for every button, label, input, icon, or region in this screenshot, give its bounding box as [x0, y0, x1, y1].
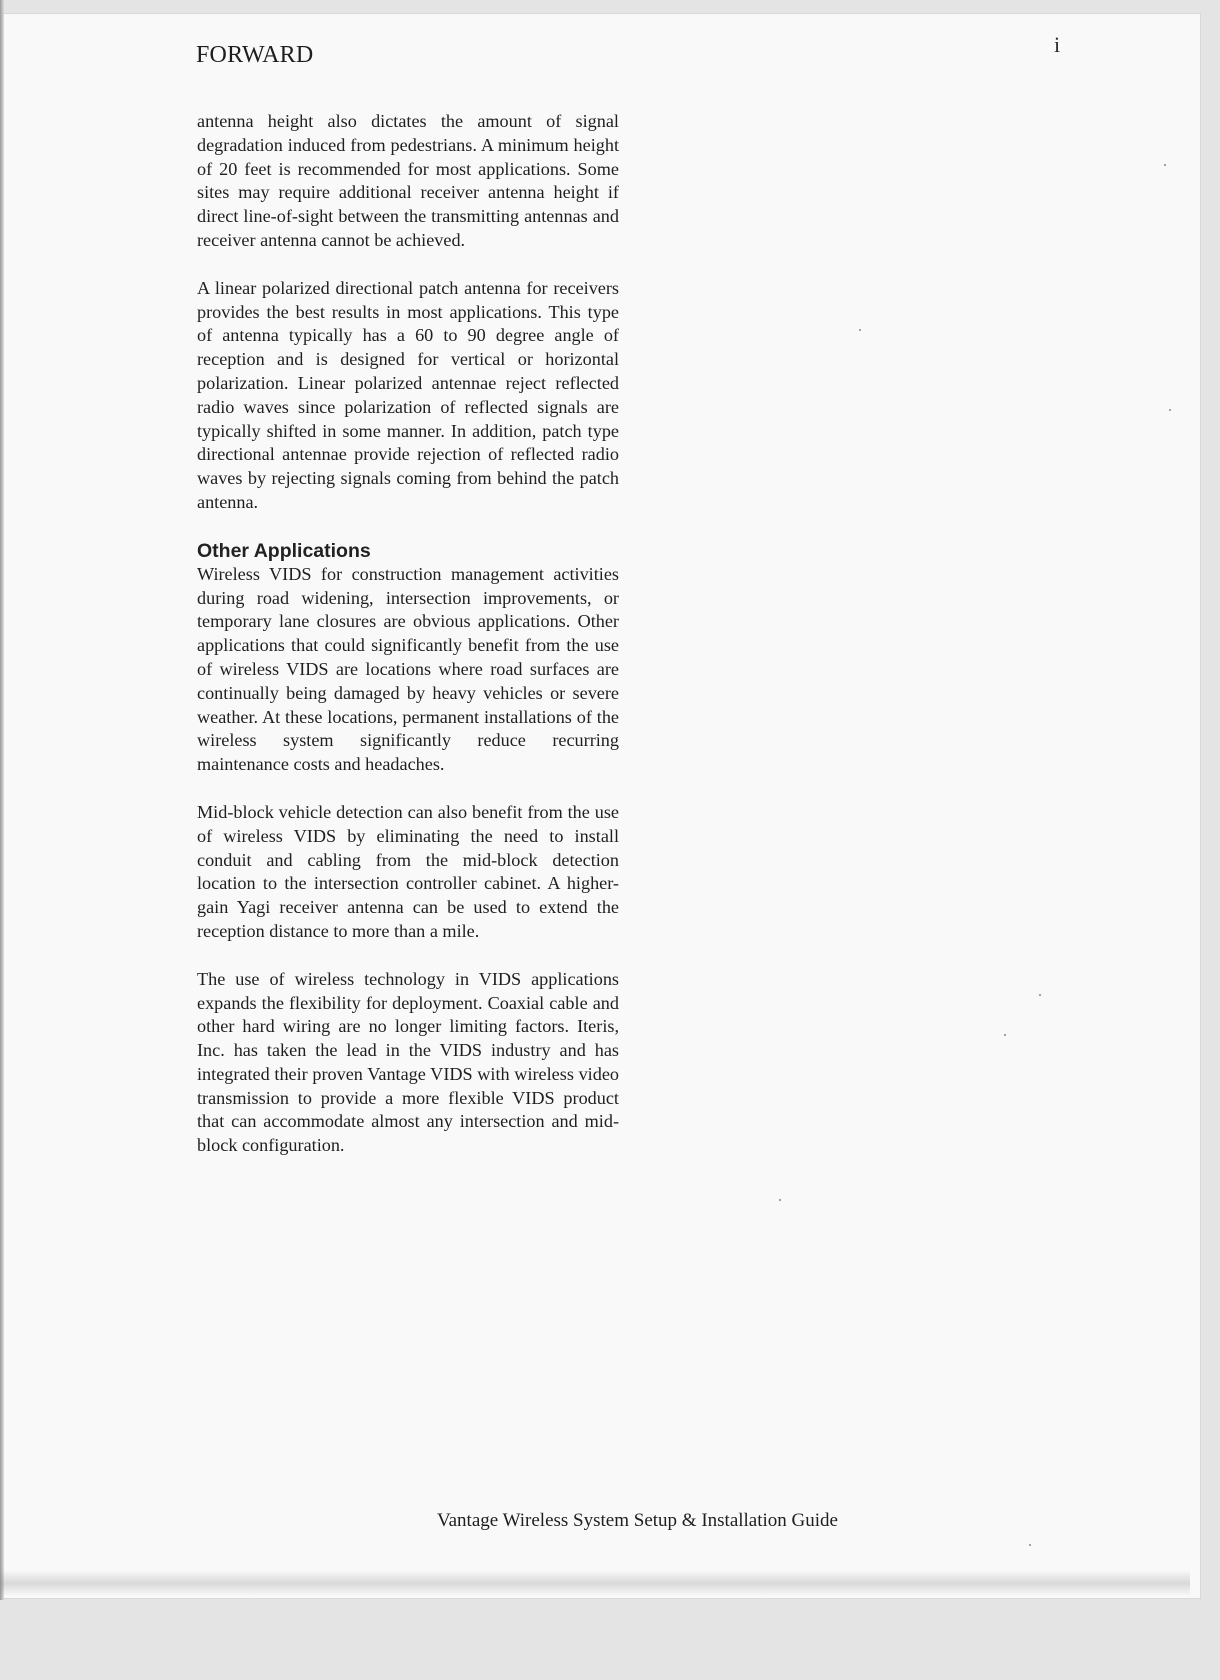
paper-sheet — [4, 14, 1200, 1598]
scan-edge-bottom — [0, 1570, 1190, 1596]
scan-speck — [779, 1199, 781, 1201]
scan-speck — [1164, 164, 1166, 166]
page-footer: Vantage Wireless System Setup & Installation Guide — [437, 1510, 838, 1531]
scan-speck — [859, 329, 861, 331]
scan-speck — [1004, 1034, 1006, 1036]
section-heading-other-applications: Other Applications — [197, 539, 371, 562]
body-text-column — [197, 110, 619, 1182]
paragraph-mid-block-detection: Mid-block vehicle detection can also benefit from the use of wireless VIDS by eliminating the need to install conduit and cabling from the mid-block detection location to the intersection controller cabinet. A higher-gain Yagi receiver antenna can be used to extend the reception distance to more than a mile. — [197, 801, 619, 941]
paragraph-wireless-technology: The use of wireless technology in VIDS applications expands the flexibility for deployment. Coaxial cable and other hard wiring are no longer limiting factors. Iteris, Inc. has taken the lead in the VIDS industry and has integrated their proven Vantage VIDS with wireless video transmission to provide a more flexible VIDS product that can accommodate almost any intersection and mid-block configuration. — [197, 968, 619, 1156]
page-header-title: FORWARD — [196, 42, 314, 68]
paragraph-antenna-height: antenna height also dictates the amount of signal degradation induced from pedestrians. A minimum height of 20 feet is recommended for most applications. Some sites may require additional receiver antenna height if direct line-of-sight between the transmitting antennas and receiver antenna cannot be achieved. — [197, 111, 619, 250]
paragraph-patch-antenna: A linear polarized directional patch antenna for receivers provides the best results in most applications. This type of antenna typically has a 60 to 90 degree angle of reception and is designed for vertical or horizontal polarization. Linear polarized antennae reject reflected radio waves since polarization of reflected signals are typically shifted in some manner. In addition, patch type directional antennae provide rejection of reflected radio waves by rejecting signals coming from behind the patch antenna. — [197, 277, 619, 512]
page-number: i — [1054, 32, 1061, 57]
scan-speck — [1169, 409, 1171, 411]
scan-speck — [1039, 994, 1041, 996]
scan-speck — [1029, 1544, 1031, 1546]
paragraph-construction-applications: Wireless VIDS for construction management activities during road widening, intersection improvements, or temporary lane closures are obvious applications. Other applications that could significantly benefit from the use of wireless VIDS are locations where road surfaces are continually being damaged by heavy vehicles or severe weather. At these locations, permanent installations of the wireless system significantly reduce recurring maintenance costs and headaches. — [197, 563, 619, 775]
